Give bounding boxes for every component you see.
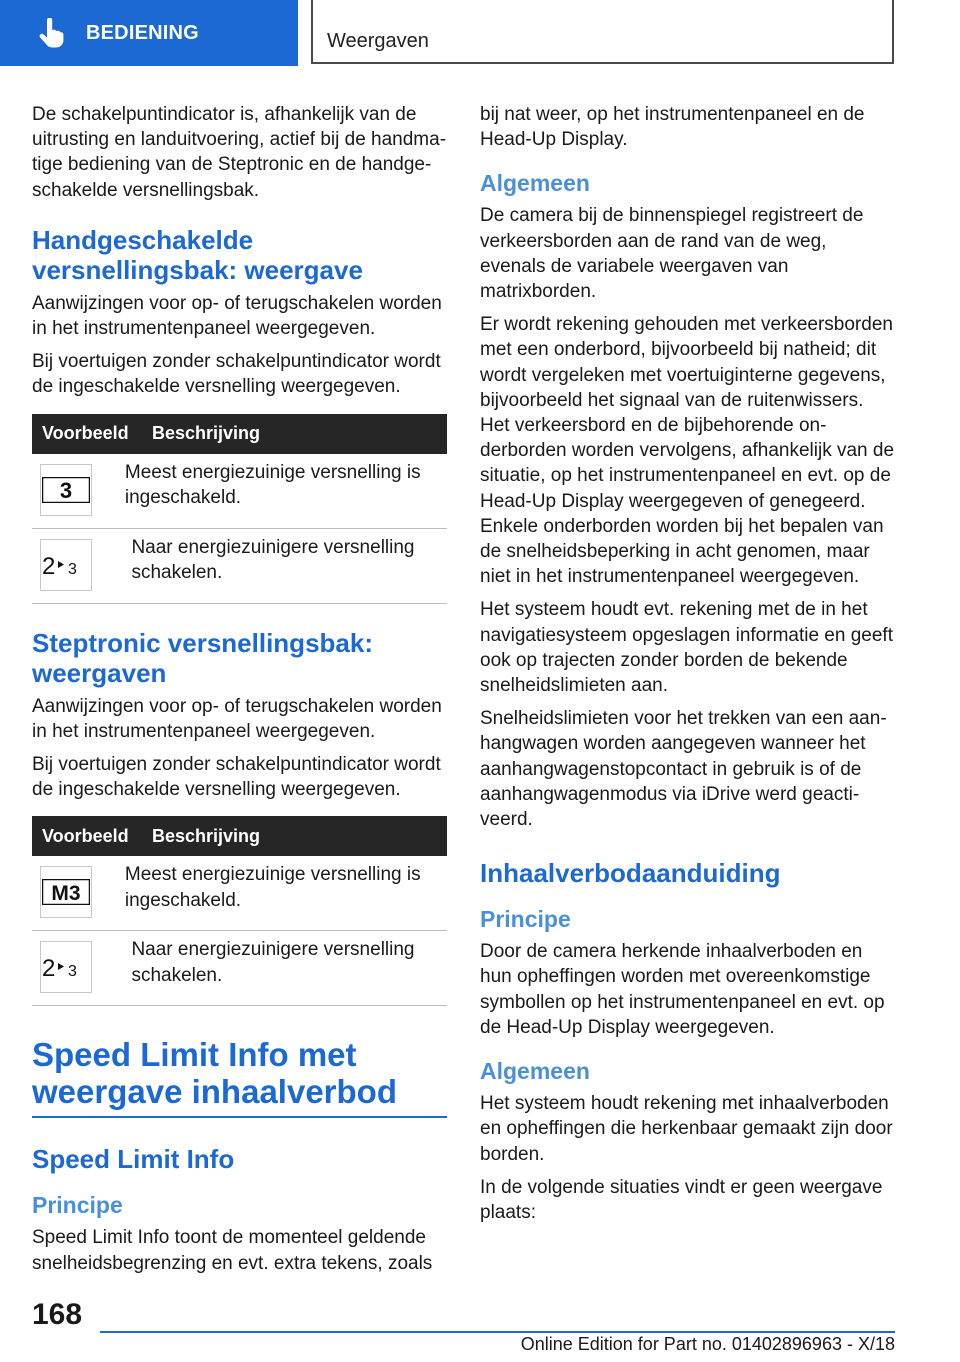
table-cell-description: Naar energiezuinigere versnelling schakelen.: [131, 536, 415, 583]
table-cell-description: Meest energiezuinige versnelling is ingeschakeld.: [124, 461, 421, 508]
chapter-title: Weergaven: [327, 30, 429, 52]
principle-text: Speed Limit Info toont de momenteel geldende snelheidsbegrenzing en evt. extra tekens, zoals: [32, 1227, 433, 1274]
shift-up-indicator-icon: [40, 539, 92, 591]
intro-paragraph: De schakelpuntindicator is, afhankelijk van de uitrusting en landuitvoering, actief bij de handmatige bediening van de Steptronic en de handgeschakelde versnellingsbak.: [32, 104, 447, 201]
touch-hand-icon: [38, 18, 64, 48]
edition-note: Online Edition for Part no. 01402896963 - X/18: [520, 1334, 895, 1354]
chapter-tab: [311, 0, 894, 64]
manual-gear-table: [32, 414, 447, 604]
table-header-description: Beschrijving: [152, 825, 261, 846]
table-header-example: Voorbeeld: [42, 825, 129, 846]
steptronic-p2: Bij voertuigen zonder schakelpuntindicator wordt de ingeschakelde versnelling weergegeven.: [32, 754, 441, 801]
gear-indicator-icon: [40, 464, 92, 516]
shift-up-indicator-icon: [40, 941, 92, 993]
table-cell-example: [32, 454, 125, 528]
general-heading: Algemeen: [480, 170, 590, 197]
arrow-right-icon: [58, 963, 64, 970]
manual-p2: Bij voertuigen zonder schakelpuntindicator wordt de ingeschakelde versnelling weergegeven.: [32, 351, 441, 398]
gear-number: 3: [59, 477, 73, 503]
table-header: [32, 816, 447, 856]
general-p3: Het systeem houdt evt. rekening met de in het navigatiesysteem opgeslagen informatie en geeft ook op trajecten zonder borden de bekende snelheidslimieten aan.: [480, 599, 893, 697]
table-header: [32, 414, 447, 454]
steptronic-p1: Aanwijzingen voor op- of terugschakelen worden in het instrumentenpaneel weergegeven.: [32, 695, 442, 742]
section-title: BEDIENING: [86, 21, 199, 44]
gear-from: 2: [42, 552, 56, 580]
gear-to: 3: [68, 560, 77, 578]
table-row: [32, 856, 447, 931]
gear-to: 3: [68, 963, 77, 981]
page-number: 168: [32, 1298, 83, 1331]
speed-limit-info-heading: Speed Limit Info: [32, 1144, 235, 1175]
overtaking-general-heading: Algemeen: [480, 1058, 590, 1085]
overtaking-principle-heading: Principe: [480, 906, 571, 933]
principle-heading: Principe: [32, 1192, 123, 1219]
continuation-paragraph: bij nat weer, op het instrumentenpaneel en de Head-Up Display.: [480, 104, 865, 151]
overtaking-principle-text: Door de camera herkende inhaalverboden en hun opheffingen worden met overeenkomstige symbollen op het instrumentenpaneel en evt. op de Head-Up Display weergegeven.: [480, 941, 885, 1038]
table-row: [32, 529, 447, 604]
section-tab: [0, 0, 298, 66]
general-p1: De camera bij de binnenspiegel registreert de verkeersborden aan de rand van de weg, evenals de variabele weergaven van matrixborden.: [480, 205, 864, 303]
table-header-description: Beschrijving: [152, 423, 261, 444]
gear-number: M3: [51, 882, 81, 906]
speed-limit-chapter-title: Speed Limit Info met weergave inhaalverbod: [32, 1036, 447, 1118]
table-cell-description: Naar energiezuinigere versnelling schakelen.: [131, 939, 415, 986]
left-column: [32, 102, 447, 1284]
steptronic-gear-table: [32, 816, 447, 1006]
manual-p1: Aanwijzingen voor op- of terugschakelen worden in het instrumentenpaneel weergegeven.: [32, 292, 442, 340]
overtaking-general-p2: In de volgende situaties vindt er geen weergave plaats:: [480, 1176, 883, 1223]
gear-from: 2: [42, 955, 56, 983]
table-cell-example: [32, 931, 131, 1005]
general-p2: Er wordt rekening gehouden met verkeersborden met een onderbord, bijvoorbeeld bij natheid; dit wordt vergeleken met voertuiginterne gegevens, bijvoorbeeld het signaal van de ruitenwissers. Het verkeersbord en de bijbehorende onderborden worden vervolgens, afhankelijk van de situatie, op het instrumentenpaneel en evt. op de Head-Up Display weergegeven of genegeerd. Enkele onderborden worden bij het bepalen van de snelheidsbeperking in acht genomen, maar niet in het instrumentenpaneel weergegeven.: [480, 314, 895, 588]
footer-divider: [100, 1331, 895, 1333]
manual-gearbox-heading: Handgeschakelde versnellingsbak: weergave: [32, 224, 363, 285]
table-header-example: Voorbeeld: [42, 423, 129, 444]
manual-mode-gear-icon: [40, 866, 92, 918]
table-cell-example: [32, 529, 131, 603]
right-column: [480, 102, 896, 1233]
table-cell-description: Meest energiezuinige versnelling is ingeschakeld.: [124, 864, 421, 911]
arrow-right-icon: [58, 561, 64, 568]
table-cell-example: [32, 856, 125, 930]
table-row: [32, 454, 447, 529]
table-row: [32, 931, 447, 1006]
general-p4: Snelheidslimieten voor het trekken van een aanhangwagen worden aangegeven wanneer het aanhangwagenstopcontact in gebruik is of de aanhangwagenmodus via iDrive werd geactiveerd.: [480, 708, 887, 831]
overtaking-heading: Inhaalverbodaanduiding: [480, 858, 781, 889]
overtaking-general-p1: Het systeem houdt rekening met inhaalverboden en opheffingen die herkenbaar gemaakt zijn door borden.: [480, 1093, 893, 1165]
steptronic-heading: Steptronic versnellingsbak: weergaven: [32, 627, 373, 688]
